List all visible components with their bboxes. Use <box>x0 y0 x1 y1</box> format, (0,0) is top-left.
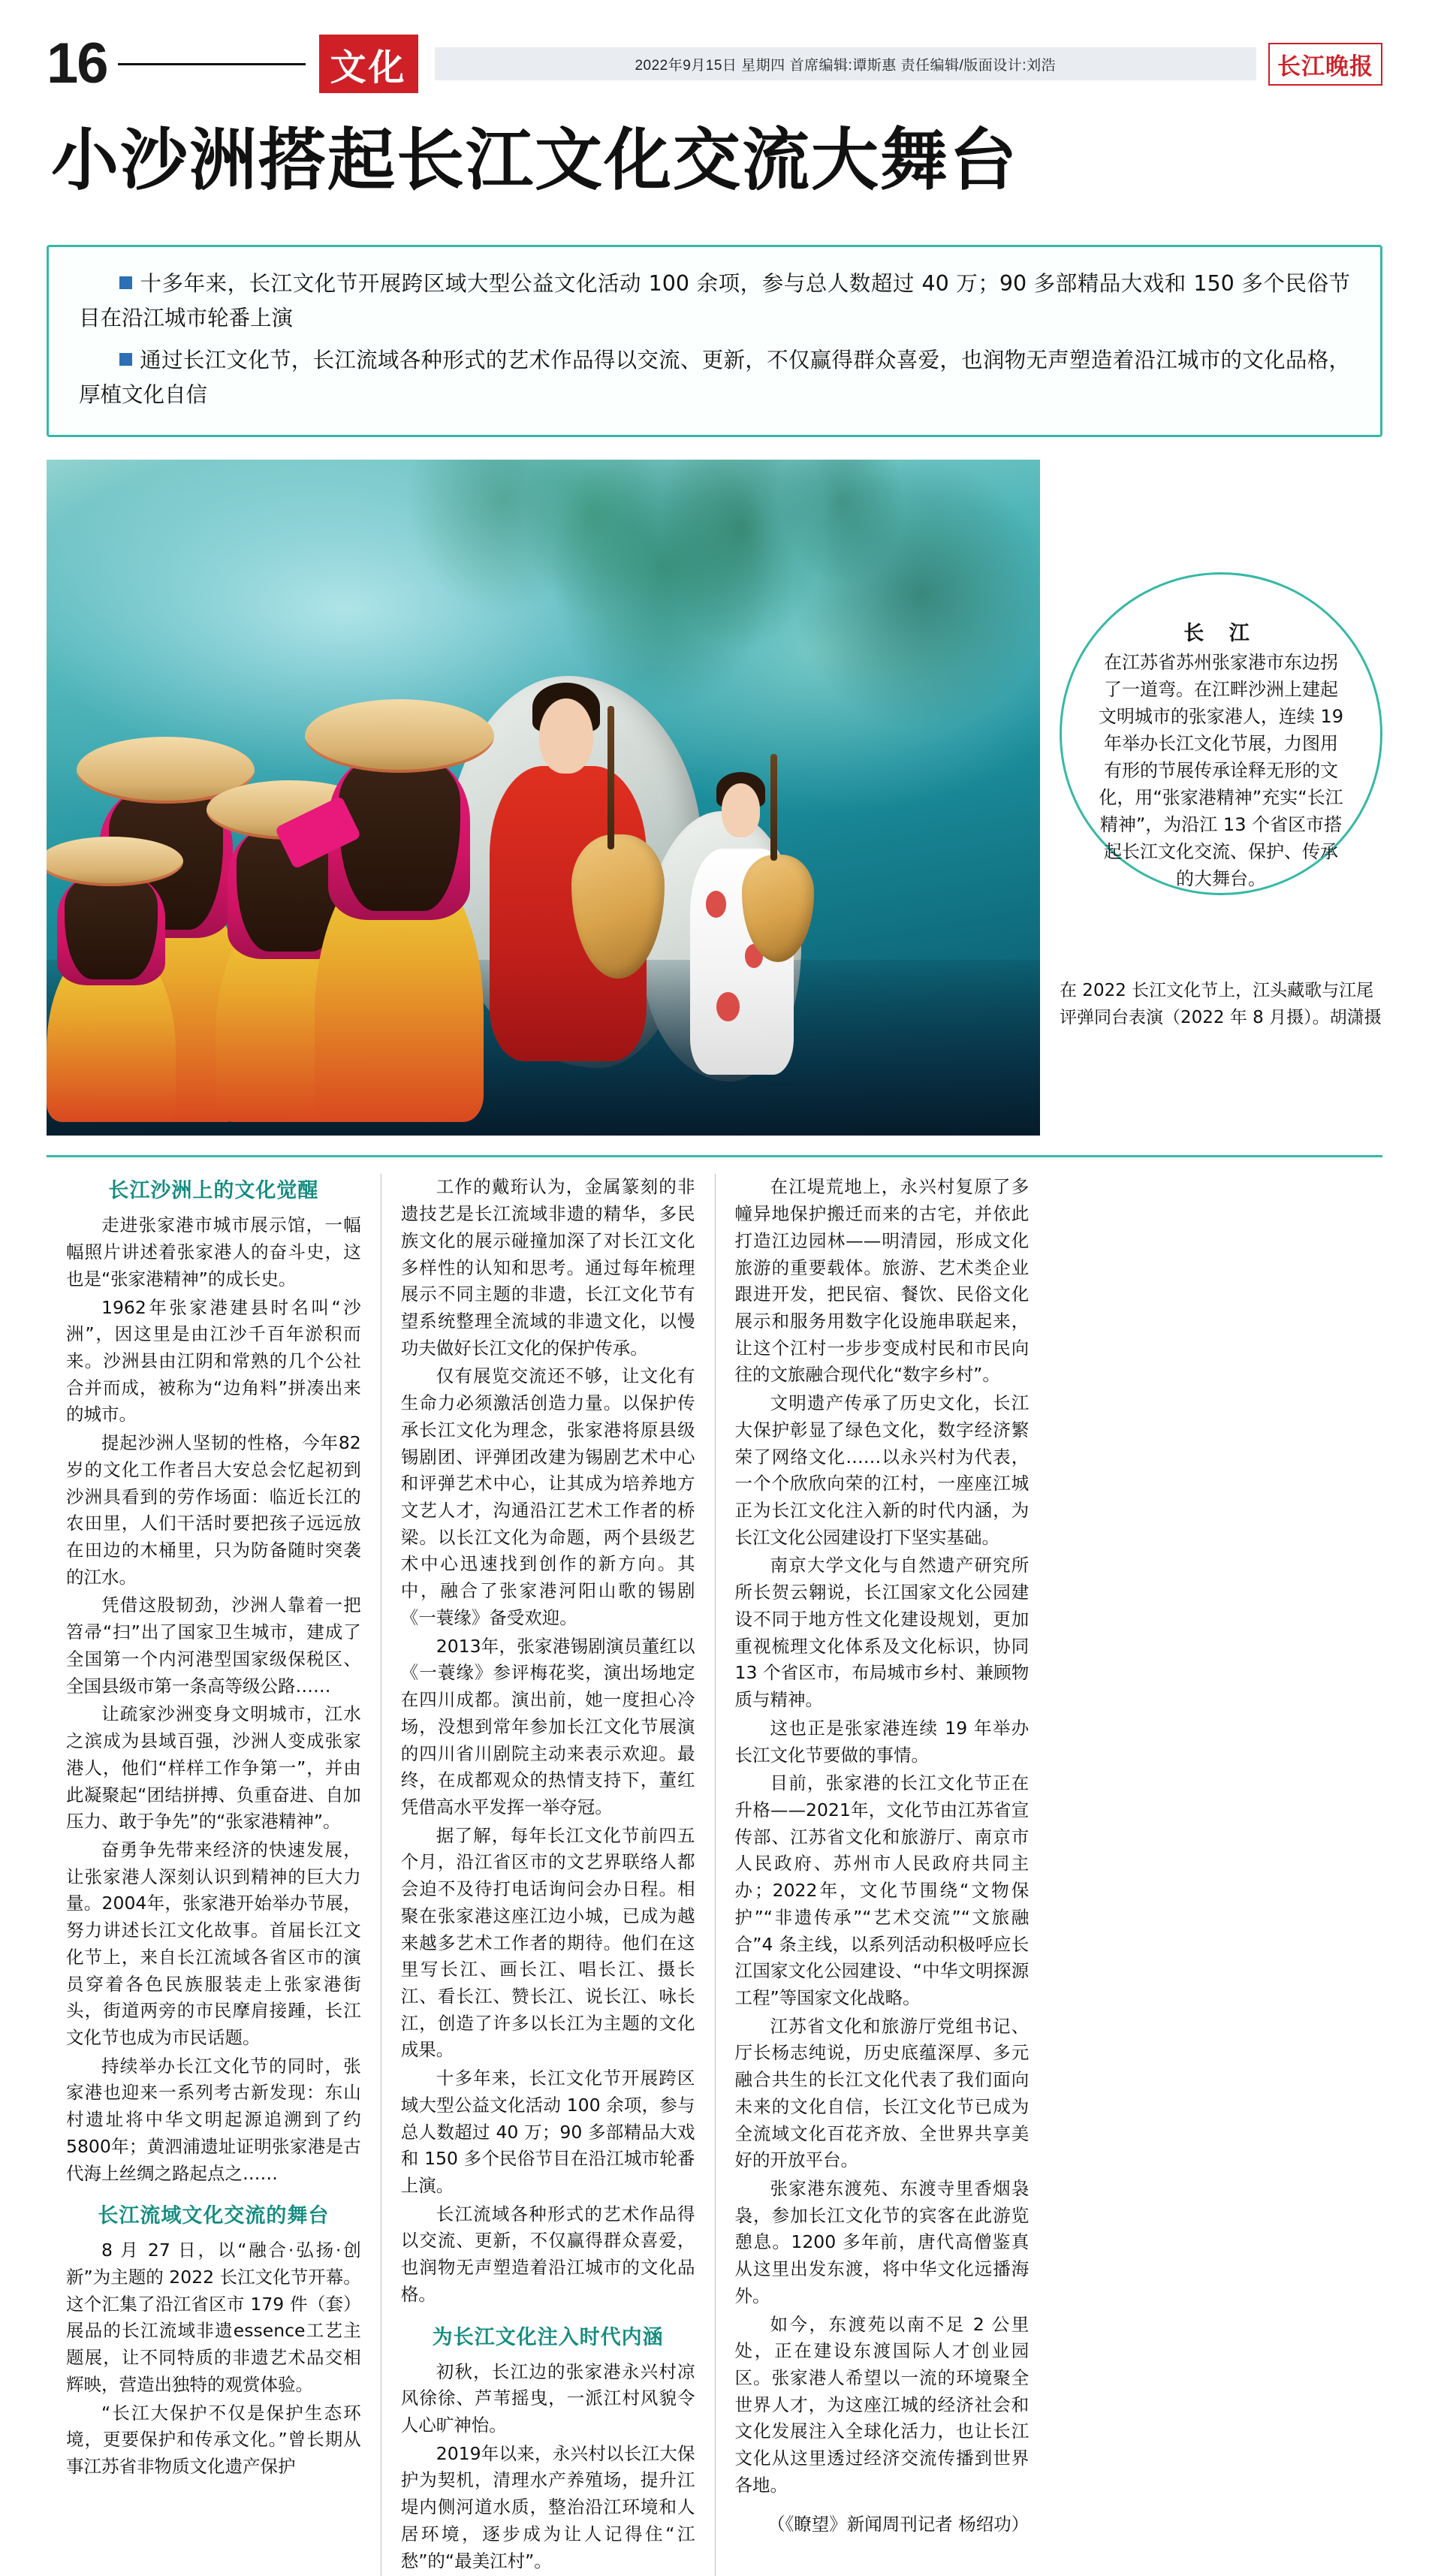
summary-item <box>79 267 1350 336</box>
paragraph: 提起沙洲人坚韧的性格，今年82岁的文化工作者吕大安总会忆起初到沙洲具看到的劳作场面：临近长江的农田里，人们干活时要把孩子远远放在田边的木桶里，只为防备随时突袭的江水。 <box>66 1432 361 1588</box>
paragraph: 如今，东渡苑以南不足 2 公里处，正在建设东渡国际人才创业园区。张家港人希望以一流的环境聚全世界人才，为这座江城的经济社会和文化发展注入全球化活力，也让长江文化从这里透过经济交流传播到世界各地。 <box>734 2313 1030 2496</box>
pipa-neck <box>770 754 777 861</box>
dancer-figure <box>315 662 484 1122</box>
article-column <box>47 1174 381 2576</box>
stage-performance-photo <box>47 460 1040 1136</box>
summary-item-text: 通过长江文化节，长江流域各种形式的艺术作品得以交流、更新，不仅赢得群众喜爱，也润物无声塑造着沿江城市的文化品格，厚植文化自信 <box>79 348 1350 408</box>
paragraph: 江苏省文化和旅游厅党组书记、厅长杨志纯说，历史底蕴深厚、多元融合共生的长江文化代表了我们面向未来的文化自信，长江文化节已成为全流域文化百花齐放、全世界共享美好的开放平台。 <box>734 2015 1030 2171</box>
paragraph: 1962年张家港建县时名叫“沙洲”，因这里是由江沙千百年淤积而来。沙洲县由江阴和常熟的几个公社合并而成，被称为“边角料”拼凑出来的城市。 <box>66 1296 361 1425</box>
paragraph: 十多年来，长江文化节开展跨区域大型公益文化活动 100 余项，参与总人数超过 40 万；90 多部精品大戏和 150 多个民俗节目在沿江城市轮番上演。 <box>400 2068 695 2197</box>
performer-face <box>539 698 592 774</box>
page-number: 16 <box>47 32 107 95</box>
summary-box <box>47 245 1382 438</box>
paragraph: 工作的戴珩认为，金属篆刻的非遗技艺是长江流域非遗的精华，多民族文化的展示碰撞加深了对长江文化多样性的认知和思考。通过每年梳理展示不同主题的非遗，长江文化节有望系统整理全流域的非遗文化，以慢功夫做好长江文化的保护传承。 <box>400 1176 695 1359</box>
dancer-hair <box>65 873 158 979</box>
newspaper-page <box>0 20 1429 2571</box>
circle-note <box>1060 572 1382 895</box>
photo-caption: 在 2022 长江文化节上，江头藏歌与江尾评弹同台表演（2022 年 8 月摄）。胡潇摄 <box>1060 981 1382 1028</box>
article-column <box>381 1174 715 2576</box>
page-title: 小沙洲搭起长江文化交流大舞台 <box>51 121 1018 200</box>
article-body <box>47 1174 1382 2576</box>
summary-item <box>79 343 1350 412</box>
paragraph: 在江堤荒地上，永兴村复原了多幢异地保护搬迁而来的古宅，并依此打造江边园林——明清园，形成文化旅游的重要载体。旅游、艺术类企业跟进开发，把民宿、餐饮、民俗文化展示和服务用数字化设施串联起来，让这个江村一步步变成村民和市民向往的文旅融合现代化“数字乡村”。 <box>734 1176 1030 1386</box>
article-column <box>715 1174 1049 2576</box>
body-divider <box>47 1155 1382 1157</box>
bullet-square-icon <box>119 353 132 366</box>
paragraph: 8 月 27 日，以“融合·弘扬·创新”为主题的 2022 长江文化节开幕。这个汇集了沿江省区市 179 件（套）展品的长江流域非遗essence工艺主题展，让不同特质的非遗艺术品交相辉映，营造出独特的观赏体验。 <box>66 2240 361 2395</box>
masthead-divider <box>118 63 306 65</box>
paragraph: 这也正是张家港连续 19 年举办长江文化节要做的事情。 <box>734 1717 1030 1766</box>
issue-info: 2022年9月15日 星期四 首席编辑:谭斯惠 责任编辑/版面设计:刘浩 <box>435 47 1256 80</box>
circle-note-title: 长 江 <box>1183 622 1259 646</box>
paragraph: 文明遗产传承了历史文化，长江大保护彰显了绿色文化，数字经济繁荣了网络文化……以永兴村为代表，一个个欣欣向荣的江村，一座座江城正为长江文化注入新的时代内涵，为长江文化公园建设打下坚实基础。 <box>734 1392 1030 1548</box>
paragraph: 走进张家港市城市展示馆，一幅幅照片讲述着张家港人的奋斗史，这也是“张家港精神”的成长史。 <box>66 1214 361 1290</box>
section-subhead: 长江沙洲上的文化觉醒 <box>108 1179 319 1203</box>
dancer-hat <box>47 837 183 886</box>
circle-note-body: 在江苏省苏州张家港市东边拐了一道弯。在江畔沙洲上建起文明城市的张家港人，连续 19 年举办长江文化节展，力图用有形的节展传承诠释无形的文化，用“张家港精神”充实“长江精神”，为沿江 13 个省区市搭起长江文化交流、保护、传承的大舞台。 <box>1098 652 1344 890</box>
paragraph: 凭借这股韧劲，沙洲人靠着一把笤帚“扫”出了国家卫生城市，建成了全国第一个内河港型国家级保税区、全国县级市第一条高等级公路…… <box>66 1594 361 1697</box>
paragraph: 2019年以来，永兴村以长江大保护为契机，清理水产养殖场，提升江堤内侧河道水质，整治沿江环境和人居环境，逐步成为让人记得住“江愁”的“最美江村”。 <box>400 2442 695 2571</box>
section-subhead: 为长江文化注入时代内涵 <box>432 2325 664 2349</box>
paragraph: 让疏家沙洲变身文明城市，江水之滨成为县域百强，沙洲人变成张家港人，他们“样样工作争第一”，并由此凝聚起“团结拼搏、负重奋进、自加压力、敢于争先”的“张家港精神”。 <box>66 1703 361 1832</box>
paragraph: 南京大学文化与自然遗产研究所所长贺云翱说，长江国家文化公园建设不同于地方性文化建设规划，更加重视梳理文化体系及文化标识，协同 13 个省区市，布局城市乡村、兼顾物质与精神。 <box>734 1555 1030 1711</box>
pipa-neck <box>607 706 614 850</box>
pipa-player-red <box>479 683 658 1061</box>
paragraph: 长江流域各种形式的艺术作品得以交流、更新，不仅赢得群众喜爱，也润物无声塑造着沿江城市的文化品格。 <box>400 2203 695 2305</box>
article-byline: （《瞭望》新闻周刊记者 杨绍功） <box>767 2513 1030 2535</box>
article-column-spacer <box>1048 1174 1382 2576</box>
newspaper-logo: 长江晚报 <box>1268 43 1382 86</box>
summary-item-text: 十多年来，长江文化节开展跨区域大型公益文化活动 100 余项，参与总人数超过 40 万；90 多部精品大戏和 150 多个民俗节目在沿江城市轮番上演 <box>79 270 1350 330</box>
section-subhead: 长江流域文化交流的舞台 <box>98 2204 330 2228</box>
dancer-figure <box>47 811 176 1122</box>
dancer-hat <box>305 699 494 773</box>
paragraph: 张家港东渡苑、东渡寺里香烟袅袅，参加长江文化节的宾客在此游览憩息。1200 多年前，唐代高僧鉴真从这里出发东渡，将中华文化远播海外。 <box>734 2178 1030 2306</box>
photo-area <box>47 460 1382 1136</box>
paragraph: 初秋，长江边的张家港永兴村凉风徐徐、芦苇摇曳，一派江村风貌令人心旷神怡。 <box>400 2360 695 2436</box>
paragraph: 据了解，每年长江文化节前四五个月，沿江省区市的文艺界联络人都会迫不及待打电话询问会办日程。相聚在张家港这座江边小城，已成为越来越多艺术工作者的期待。他们在这里写长江、画长江、唱长江、摄长江、看长江、赞长江、说长江、咏长江，创造了许多以长江为主题的文化成果。 <box>400 1824 695 2061</box>
paragraph: 奋勇争先带来经济的快速发展，让张家港人深刻认识到精神的巨大力量。2004年，张家港开始举办节展，努力讲述长江文化故事。首届长江文化节上，来自长江流域各省区市的演员穿着各色民族服装走上张家港街头，街道两旁的市民摩肩接踵，长江文化节也成为市民话题。 <box>66 1838 361 2048</box>
paragraph: 持续举办长江文化节的同时，张家港也迎来一系列考古新发现：东山村遗址将中华文明起源追溯到了约5800年；黄泗浦遗址证明张家港是古代海上丝绸之路起点之…… <box>66 2055 361 2184</box>
masthead <box>47 20 1382 108</box>
section-badge: 文化 <box>319 35 418 93</box>
performer-face <box>722 783 761 837</box>
dress-floral-motif <box>716 992 740 1022</box>
masthead-meta <box>435 43 1382 86</box>
paragraph: 仅有展览交流还不够，让文化有生命力必须激活创造力量。以保护传承长江文化为理念，张家港将原县级锡剧团、评弹团改建为锡剧艺术中心和评弹艺术中心，让其成为培养地方文艺人才，沟通沿江艺术工作者的桥梁。以长江文化为命题，两个县级艺术中心迅速找到创作的新方向。其中，融合了张家港河阳山歌的锡剧《一蓑缘》备受欢迎。 <box>400 1365 695 1628</box>
paragraph: “长江大保护不仅是保护生态环境，更要保护和传承文化。”曾长期从事江苏省非物质文化遗产保护 <box>66 2402 361 2478</box>
paragraph: 目前，张家港的长江文化节正在升格——2021年，文化节由江苏省宣传部、江苏省文化和旅游厅、南京市人民政府、苏州市人民政府共同主办；2022年，文化节围绕“文物保护”“非遗传承”“艺术交流”“文旅融合”4 条主线，以系列活动积极呼应长江国家文化公园建设、“中华文明探源工程”等国家文化战略。 <box>734 1772 1030 2008</box>
bullet-square-icon <box>119 276 132 289</box>
paragraph: 2013年，张家港锡剧演员董红以《一蓑缘》参评梅花奖，演出场地定在四川成都。演出前，她一度担心冷场，没想到常年参加长江文化节展演的四川省川剧院主动来表示欢迎。最终，在成都观众的热情支持下，董红凭借高水平发挥一举夺冠。 <box>400 1635 695 1817</box>
pipa-player-white <box>677 777 806 1075</box>
photo-sidebar <box>1040 460 1382 1031</box>
dress-floral-motif <box>706 891 727 918</box>
